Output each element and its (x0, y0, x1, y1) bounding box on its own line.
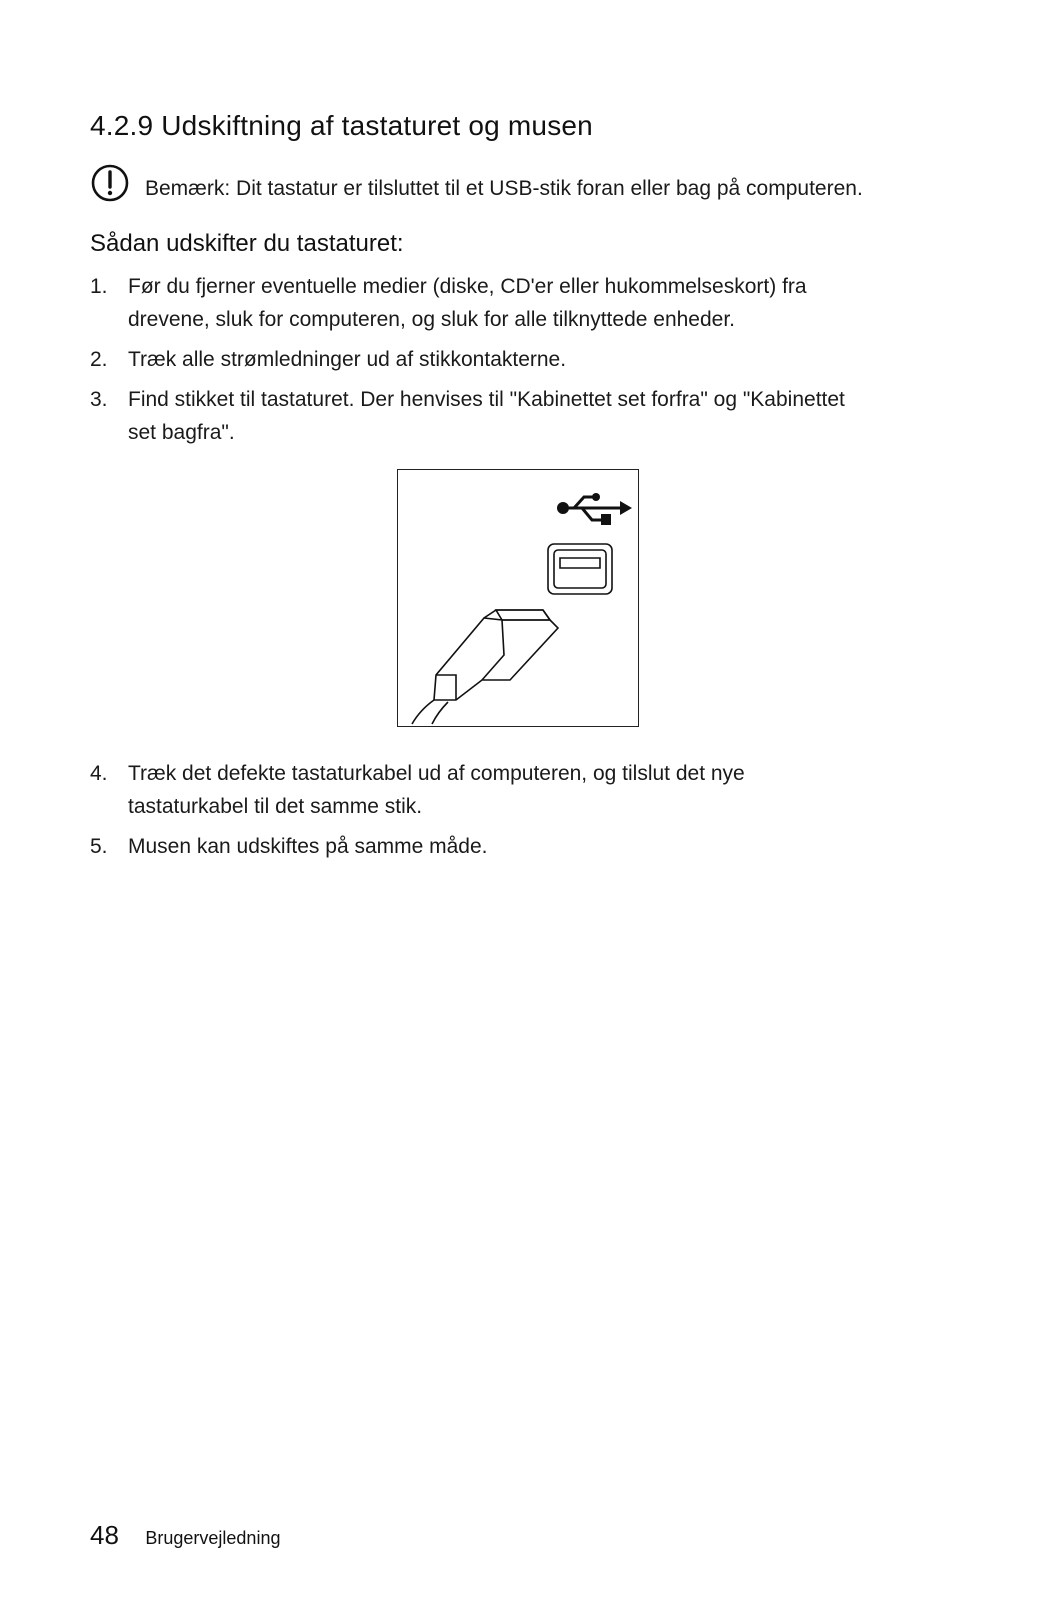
usb-symbol-icon (557, 493, 632, 525)
usb-port-icon (548, 544, 612, 594)
document-title: Brugervejledning (145, 1528, 281, 1548)
step-number: 2. (90, 348, 108, 371)
page-number: 48 (90, 1520, 119, 1550)
step-text: tastaturkabel til det samme stik. (128, 795, 423, 818)
section-title: 4.2.9 Udskiftning af tastaturet og musen (90, 110, 593, 141)
note-box (90, 163, 990, 203)
step-text: set bagfra". (128, 421, 235, 444)
note-body: Dit tastatur er tilsluttet til et USB-stik foran eller bag på computeren. (230, 177, 863, 200)
step-number: 4. (90, 762, 108, 785)
step-item (90, 383, 950, 449)
step-number: 3. (90, 388, 108, 411)
step-text: Træk alle strømledninger ud af stikkontakterne. (128, 348, 567, 371)
step-item (90, 757, 950, 823)
step-number: 1. (90, 275, 108, 298)
step-text: drevene, sluk for computeren, og sluk for alle tilknyttede enheder. (128, 308, 736, 331)
page-footer (90, 1520, 280, 1560)
usb-connector-illustration (397, 469, 639, 727)
step-text: Før du fjerner eventuelle medier (diske, CD'er eller hukommelseskort) fra (128, 275, 807, 298)
steps-list (90, 270, 950, 456)
step-text: Musen kan udskiftes på samme måde. (128, 835, 488, 858)
step-text: Find stikket til tastaturet. Der henvises til "Kabinettet set forfra" og "Kabinettet (128, 388, 845, 411)
step-item (90, 830, 950, 863)
usb-plug-icon (412, 610, 558, 724)
step-text: Træk det defekte tastaturkabel ud af computeren, og tilslut det nye (128, 762, 745, 785)
step-number: 5. (90, 835, 108, 858)
exclamation-circle-icon (90, 163, 130, 203)
usb-illustration-svg (398, 470, 637, 725)
note-label: Bemærk: (145, 177, 231, 200)
step-item (90, 343, 950, 376)
procedure-heading: Sådan udskifter du tastaturet: (90, 230, 404, 257)
note-text (145, 177, 863, 201)
steps-list-continued (90, 757, 950, 870)
step-item (90, 270, 950, 336)
